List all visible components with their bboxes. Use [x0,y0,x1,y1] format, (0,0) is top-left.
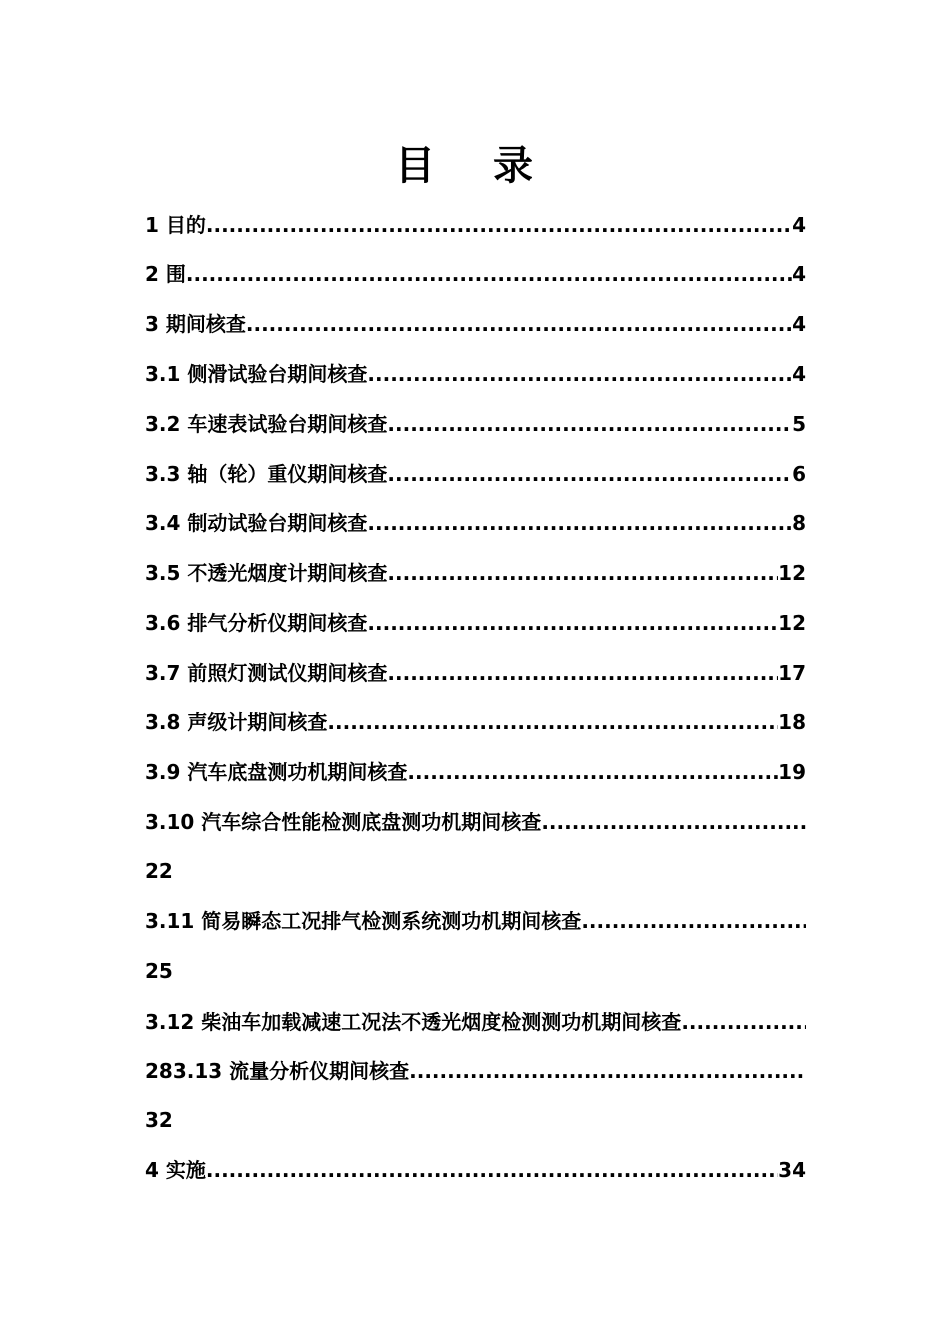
toc-leader-dots [186,259,792,289]
toc-leader-dots [367,359,792,389]
toc-entry-page: 19 [778,760,806,784]
toc-entry[interactable] [145,508,806,538]
toc-entry-page: 4 [792,213,806,237]
toc-entry-label: 1 目的 [145,213,206,237]
toc-entry[interactable] [145,210,806,240]
toc-leader-dots [581,906,806,936]
toc-entry-label: 3.3 轴（轮）重仪期间核查 [145,462,388,486]
toc-entry[interactable] [145,658,806,688]
toc-entry-label: 3.2 车速表试验台期间核查 [145,412,388,436]
toc-entry-label: 3.6 排气分析仪期间核查 [145,611,368,635]
toc-entry-label: 3 期间核查 [145,312,246,336]
toc-entry-page: 12 [778,561,806,585]
toc-entry-label: 4 实施 [145,1158,206,1182]
toc-entry-wrapped-page: 25 [145,959,173,983]
toc-entry-label: 3.5 不透光烟度计期间核查 [145,561,388,585]
toc-leader-dots [367,608,778,638]
toc-leader-dots [541,807,806,837]
toc-entry-page: 4 [792,262,806,286]
toc-entry-page: 34 [778,1158,806,1182]
toc-entry-label: 3.11 简易瞬态工况排气检测系统测功机期间核查 [145,909,582,933]
toc-entry-label: 3.7 前照灯测试仪期间核查 [145,661,388,685]
toc-leader-dots [387,658,778,688]
toc-entry-wrapped-page: 22 [145,859,173,883]
toc-leader-dots [206,210,792,240]
toc-entry-label: 3.8 声级计期间核查 [145,710,328,734]
page-title: 目 录 [395,143,555,189]
toc-entry[interactable] [145,707,806,737]
toc-entry[interactable] [145,459,806,489]
toc-leader-dots [681,1007,806,1037]
toc-entry[interactable] [145,1155,806,1185]
toc-entry-wrapped-page: 32 [145,1108,173,1132]
toc-entry-page: 18 [778,710,806,734]
toc-entry[interactable] [145,409,806,439]
toc-leader-dots [246,309,792,339]
toc-entry-page: 4 [792,312,806,336]
toc-leader-dots [206,1155,778,1185]
toc-entry-label: 283.13 流量分析仪期间核查 [145,1059,410,1083]
toc-leader-dots [387,409,792,439]
toc-entry-label: 3.9 汽车底盘测功机期间核查 [145,760,408,784]
toc-entry[interactable] [145,558,806,588]
toc-leader-dots [327,707,778,737]
toc-entry-label: 3.4 制动试验台期间核查 [145,511,368,535]
toc-entry[interactable] [145,359,806,389]
toc-leader-dots [387,459,792,489]
toc-entry-page: 8 [792,511,806,535]
toc-leader-dots [387,558,778,588]
toc-leader-dots [407,757,778,787]
toc-entry[interactable] [145,309,806,339]
toc-entry-page: 12 [778,611,806,635]
toc-entry-label: 3.10 汽车综合性能检测底盘测功机期间核查 [145,810,542,834]
toc-entry[interactable] [145,608,806,638]
toc-entry-page: 17 [778,661,806,685]
toc-leader-dots [409,1056,806,1086]
toc-entry-page: 4 [792,362,806,386]
toc-entry[interactable] [145,757,806,787]
toc-entry-label: 2 围 [145,262,186,286]
toc-entry[interactable] [145,906,806,936]
toc-entry-label: 3.12 柴油车加载减速工况法不透光烟度检测测功机期间核查 [145,1010,682,1034]
toc-entry-page: 6 [792,462,806,486]
toc-entry[interactable] [145,1056,806,1086]
toc-entry-page: 5 [792,412,806,436]
toc-leader-dots [367,508,792,538]
toc-entry[interactable] [145,259,806,289]
toc-entry[interactable] [145,807,806,837]
toc-entry[interactable] [145,1007,806,1037]
toc-entry-label: 3.1 侧滑试验台期间核查 [145,362,368,386]
